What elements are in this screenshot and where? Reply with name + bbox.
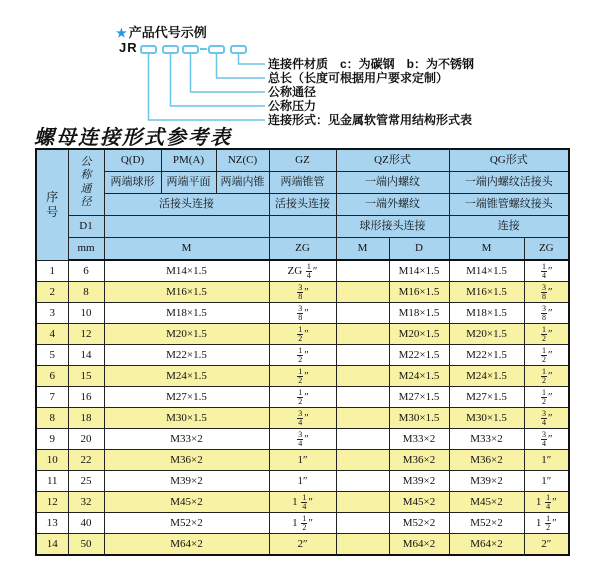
- conn-union-gz: 活接头连接: [269, 194, 336, 216]
- table-cell: $\frac{3}{8}$ ″: [269, 303, 336, 324]
- table-cell: 1: [36, 260, 68, 282]
- colgroup-pma: PM(A): [161, 149, 216, 172]
- table-cell: M36×2: [449, 450, 524, 471]
- endtype-nzc: 两端内锥: [216, 172, 269, 194]
- table-body: [36, 260, 569, 555]
- table-cell: M14×1.5: [104, 260, 269, 282]
- endtype-qd: 两端球形: [104, 172, 161, 194]
- table-cell: M45×2: [449, 492, 524, 513]
- table-cell: M24×1.5: [389, 366, 449, 387]
- table-cell: $\frac{1}{2}$ ″: [524, 387, 569, 408]
- table-cell: M27×1.5: [389, 387, 449, 408]
- header-row-connection: [36, 194, 569, 216]
- table-cell: M14×1.5: [389, 260, 449, 282]
- table-cell: $\frac{3}{8}$ ″: [269, 282, 336, 303]
- callout-line: [239, 53, 266, 64]
- table-title: 螺母连接形式参考表: [34, 127, 232, 149]
- unit-zg-qg: ZG: [524, 238, 569, 261]
- table-cell: $\frac{1}{2}$ ″: [524, 345, 569, 366]
- endtype-pma: 两端平面: [161, 172, 216, 194]
- table-cell: M18×1.5: [389, 303, 449, 324]
- table-cell: 12: [36, 492, 68, 513]
- dn-header: 公 称 通 径: [68, 149, 104, 216]
- table-row: [36, 324, 569, 345]
- table-cell: 14: [36, 534, 68, 556]
- table-cell: $\frac{1}{2}$ ″: [269, 387, 336, 408]
- conn-qg: 一端锥管螺纹接头: [449, 194, 569, 216]
- table-cell: M27×1.5: [104, 387, 269, 408]
- table-cell: $\frac{3}{4}$ ″: [524, 408, 569, 429]
- code-box-4: [208, 45, 225, 54]
- table-cell: $\frac{3}{8}$ ″: [524, 303, 569, 324]
- table-cell: $\frac{1}{2}$ ″: [524, 366, 569, 387]
- table-cell: M39×2: [449, 471, 524, 492]
- table-cell: M20×1.5: [389, 324, 449, 345]
- table-cell: M30×1.5: [389, 408, 449, 429]
- table-cell: M30×1.5: [449, 408, 524, 429]
- code-dash: [200, 48, 207, 50]
- table-cell: 1″: [269, 471, 336, 492]
- table-row: [36, 492, 569, 513]
- callout-label-connection: 连接形式：见金属软管常用结构形式表: [268, 113, 473, 127]
- table-cell: [336, 513, 389, 534]
- table-row: [36, 471, 569, 492]
- table-cell: 13: [36, 513, 68, 534]
- unit-m-wide: M: [104, 238, 269, 261]
- table-cell: M52×2: [389, 513, 449, 534]
- table-cell: 6: [36, 366, 68, 387]
- table-cell: M24×1.5: [104, 366, 269, 387]
- d1-empty-left: [104, 216, 269, 238]
- table-cell: [336, 534, 389, 556]
- d1-qg: 连接: [449, 216, 569, 238]
- table-cell: 2″: [269, 534, 336, 556]
- table-cell: [336, 492, 389, 513]
- table-cell: 1 $\frac{1}{4}$ ″: [269, 492, 336, 513]
- conn-qz: 一端外螺纹: [336, 194, 449, 216]
- table-cell: M22×1.5: [389, 345, 449, 366]
- table-cell: M39×2: [104, 471, 269, 492]
- table-cell: 6: [68, 260, 104, 282]
- table-cell: 18: [68, 408, 104, 429]
- table-cell: M36×2: [104, 450, 269, 471]
- table-cell: M45×2: [104, 492, 269, 513]
- example-title: [116, 22, 207, 41]
- table-cell: M18×1.5: [449, 303, 524, 324]
- code-box-1: [140, 45, 157, 54]
- table-cell: M36×2: [389, 450, 449, 471]
- table-row: [36, 366, 569, 387]
- table-row: [36, 408, 569, 429]
- table-cell: $\frac{3}{4}$ ″: [269, 429, 336, 450]
- callout-line: [149, 53, 266, 120]
- table-row: [36, 429, 569, 450]
- product-code-prefix: JR: [119, 40, 138, 55]
- table-row: [36, 387, 569, 408]
- table-cell: M16×1.5: [449, 282, 524, 303]
- table-row: [36, 513, 569, 534]
- table-cell: 7: [36, 387, 68, 408]
- table-cell: 32: [68, 492, 104, 513]
- unit-zg-gz: ZG: [269, 238, 336, 261]
- table-cell: [336, 282, 389, 303]
- header-row-groups: [36, 149, 569, 172]
- table-cell: [336, 429, 389, 450]
- table-cell: M30×1.5: [104, 408, 269, 429]
- table-row: [36, 303, 569, 324]
- star-icon: ★: [116, 26, 127, 40]
- table-cell: 40: [68, 513, 104, 534]
- table-cell: M52×2: [104, 513, 269, 534]
- table-cell: M33×2: [104, 429, 269, 450]
- table-cell: M14×1.5: [449, 260, 524, 282]
- table-cell: [336, 303, 389, 324]
- table-cell: M20×1.5: [449, 324, 524, 345]
- table-cell: [336, 471, 389, 492]
- table-cell: M22×1.5: [104, 345, 269, 366]
- unit-d-qz: D: [389, 238, 449, 261]
- endtype-qz: 一端内螺纹: [336, 172, 449, 194]
- table-cell: [336, 345, 389, 366]
- unit-m-qz: M: [336, 238, 389, 261]
- callout-line: [217, 53, 266, 78]
- table-cell: $\frac{1}{4}$ ″: [524, 260, 569, 282]
- table-cell: 20: [68, 429, 104, 450]
- example-title-text: 产品代号示例: [128, 25, 207, 40]
- callout-label-pressure: 公称压力: [268, 99, 317, 113]
- table-cell: 15: [68, 366, 104, 387]
- table-cell: [336, 408, 389, 429]
- endtype-gz: 两端锥管: [269, 172, 336, 194]
- colgroup-qd: Q(D): [104, 149, 161, 172]
- header-row-units: [36, 238, 569, 261]
- table-cell: 10: [36, 450, 68, 471]
- callout-label-material: 连接件材质 c：为碳钢 b：为不锈钢: [268, 57, 475, 71]
- table-cell: 25: [68, 471, 104, 492]
- mm-label: mm: [68, 238, 104, 261]
- table-row: [36, 534, 569, 556]
- table-cell: $\frac{3}{4}$ ″: [269, 408, 336, 429]
- table-cell: M64×2: [104, 534, 269, 556]
- table-cell: 50: [68, 534, 104, 556]
- table-cell: M45×2: [389, 492, 449, 513]
- table-row: [36, 345, 569, 366]
- conn-union: 活接头连接: [104, 194, 269, 216]
- table-cell: $\frac{1}{2}$ ″: [524, 324, 569, 345]
- table-row: [36, 282, 569, 303]
- header-row-endtypes: [36, 172, 569, 194]
- table-cell: 5: [36, 345, 68, 366]
- callout-line: [171, 53, 266, 106]
- table-cell: M33×2: [389, 429, 449, 450]
- table-cell: [336, 260, 389, 282]
- table-cell: ZG $\frac{1}{4}$ ″: [269, 260, 336, 282]
- table-cell: 12: [68, 324, 104, 345]
- table-cell: 10: [68, 303, 104, 324]
- d1-qz: 球形接头连接: [336, 216, 449, 238]
- table-cell: 2″: [524, 534, 569, 556]
- table-cell: 1 $\frac{1}{2}$ ″: [269, 513, 336, 534]
- table-cell: $\frac{3}{8}$ ″: [524, 282, 569, 303]
- table-cell: [336, 366, 389, 387]
- table-cell: M16×1.5: [104, 282, 269, 303]
- table-cell: M33×2: [449, 429, 524, 450]
- callout-line: [191, 53, 266, 92]
- table-cell: $\frac{1}{2}$ ″: [269, 366, 336, 387]
- table-cell: 1″: [524, 450, 569, 471]
- colgroup-nzc: NZ(C): [216, 149, 269, 172]
- code-box-5: [230, 45, 247, 54]
- nut-connection-table: [35, 148, 570, 556]
- table-cell: 1″: [524, 471, 569, 492]
- table-cell: 8: [36, 408, 68, 429]
- table-cell: [336, 450, 389, 471]
- table-cell: [336, 324, 389, 345]
- colgroup-qz: QZ形式: [336, 149, 449, 172]
- table-cell: 3: [36, 303, 68, 324]
- colgroup-gz: GZ: [269, 149, 336, 172]
- endtype-qg: 一端内螺纹活接头: [449, 172, 569, 194]
- table-cell: 11: [36, 471, 68, 492]
- d1-empty-gz: [269, 216, 336, 238]
- table-cell: 1″: [269, 450, 336, 471]
- table-cell: M22×1.5: [449, 345, 524, 366]
- table-cell: [336, 387, 389, 408]
- callout-label-length: 总长（长度可根据用户要求定制）: [268, 71, 449, 85]
- table-cell: M18×1.5: [104, 303, 269, 324]
- code-box-2: [162, 45, 179, 54]
- table-cell: M64×2: [389, 534, 449, 556]
- table-cell: 22: [68, 450, 104, 471]
- table-cell: 1 $\frac{1}{4}$ ″: [524, 492, 569, 513]
- table-cell: 9: [36, 429, 68, 450]
- table-cell: M20×1.5: [104, 324, 269, 345]
- colgroup-qg: QG形式: [449, 149, 569, 172]
- table-row: [36, 260, 569, 282]
- table-cell: M27×1.5: [449, 387, 524, 408]
- table-row: [36, 450, 569, 471]
- table-cell: $\frac{1}{2}$ ″: [269, 324, 336, 345]
- table-cell: 8: [68, 282, 104, 303]
- table-cell: M24×1.5: [449, 366, 524, 387]
- code-box-3: [182, 45, 199, 54]
- callout-label-diameter: 公称通径: [268, 85, 317, 99]
- table-header: [36, 149, 569, 260]
- header-row-d1: [36, 216, 569, 238]
- table-cell: $\frac{1}{2}$ ″: [269, 345, 336, 366]
- table-cell: 2: [36, 282, 68, 303]
- table-cell: 14: [68, 345, 104, 366]
- table-cell: 1 $\frac{1}{2}$ ″: [524, 513, 569, 534]
- table-cell: M52×2: [449, 513, 524, 534]
- seq-header: 序 号: [36, 149, 68, 260]
- table-cell: M16×1.5: [389, 282, 449, 303]
- table-cell: $\frac{3}{4}$ ″: [524, 429, 569, 450]
- unit-m-qg: M: [449, 238, 524, 261]
- table-cell: M39×2: [389, 471, 449, 492]
- table-cell: 16: [68, 387, 104, 408]
- table-cell: M64×2: [449, 534, 524, 556]
- d1-label: D1: [68, 216, 104, 238]
- table-cell: 4: [36, 324, 68, 345]
